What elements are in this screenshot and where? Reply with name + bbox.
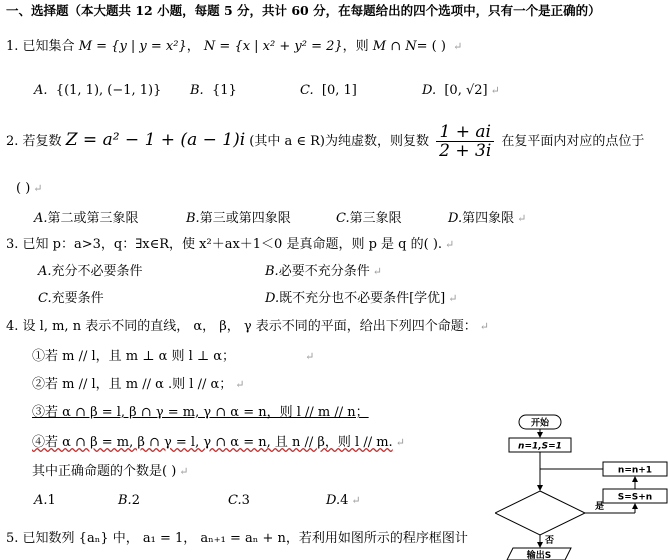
q1-option-a[interactable]: A. {(1, 1), (−1, 1)}	[34, 83, 162, 98]
q2-option-d[interactable]: D.第四象限 ↵	[448, 211, 527, 226]
section-title: 一、选择题（本大题共 12 小题，每题 5 分，共计 60 分，在每题给出的四个选项中，只有一个是正确的）	[6, 3, 601, 18]
q4-proposition-3: ③若 α ∩ β = l, β ∩ γ = m, γ ∩ α = n，则 l // m // n；	[32, 405, 369, 420]
q4-option-c[interactable]: C.3	[228, 493, 250, 508]
question-number: 5.	[6, 531, 19, 546]
question-5: 5. 已知数列 {aₙ} 中， a₁ = 1， aₙ₊₁ = aₙ + n，若利用如图所示的程序框图计	[6, 531, 468, 546]
flowchart-no-label: 否	[545, 536, 555, 546]
q1-option-c[interactable]: C. [0, 1]	[300, 83, 357, 98]
complex-fraction: $\frac{1 + ai}{2 + 3i}$	[436, 123, 494, 160]
q4-option-d[interactable]: D.4 ↵	[326, 493, 361, 508]
q3-option-d[interactable]: D.既不充分也不必要条件[学优] ↵	[265, 291, 458, 306]
set-n: N = {x | x² + y² = 2}	[203, 39, 343, 54]
program-flowchart	[495, 412, 670, 560]
q2-bracket: ( ) ↵	[16, 181, 43, 196]
q1-option-b[interactable]: B. {1}	[190, 83, 237, 98]
flowchart-increment-label: n=n+1	[617, 465, 653, 476]
q4-option-b[interactable]: B.2	[118, 493, 140, 508]
q4-proposition-1: ①若 m // l，且 m ⊥ α 则 l ⊥ α； ↵	[32, 349, 315, 364]
question-3: 3. 已知 p：a>3，q：∃x∈R，使 x²＋ax＋1＜0 是真命题，则 p 是 q 的( ). ↵	[6, 237, 455, 252]
flowchart-output-label: 输出S	[526, 551, 552, 560]
question-number: 4.	[6, 319, 19, 334]
q4-proposition-2: ②若 m // l，且 m // α .则 l // α； ↵	[32, 377, 245, 392]
q3-option-b[interactable]: B.必要不充分条件 ↵	[265, 264, 382, 279]
flowchart-init-label: n=1,S=1	[518, 441, 562, 452]
q1-option-d[interactable]: D. [0, √2] ↵	[422, 83, 500, 98]
q3-option-a[interactable]: A.充分不必要条件	[38, 264, 143, 279]
q2-option-c[interactable]: C.第三象限	[336, 211, 402, 226]
set-m: M = {y | y = x²}	[78, 39, 187, 54]
complex-z: Z = a² − 1 + (a − 1)i	[65, 130, 246, 150]
q2-option-b[interactable]: B.第三或第四象限	[186, 211, 291, 226]
q4-proposition-4: ④若 α ∩ β = m, β ∩ γ = l, γ ∩ α = n, 且 n // β，则 l // m. ↵	[32, 435, 405, 450]
return-mark-icon: ↵	[453, 40, 463, 53]
question-4: 4. 设 l, m, n 表示不同的直线， α， β， γ 表示不同的平面，给出下列四个命题： ↵	[6, 319, 490, 334]
q2-option-a[interactable]: A.第二或第三象限	[34, 211, 139, 226]
question-number: 1.	[6, 39, 19, 54]
flowchart-decision	[495, 491, 585, 535]
flowchart-start-label: 开始	[530, 418, 550, 429]
q3-option-c[interactable]: C.充要条件	[38, 291, 104, 306]
flowchart-yes-label: 是	[595, 502, 605, 512]
question-1: 1. 已知集合 M = {y | y = x²}， N = {x | x² + y² = 2}，则 M ∩ N= ( ) ↵	[6, 39, 463, 54]
question-number: 3.	[6, 237, 19, 252]
question-number: 2.	[6, 134, 19, 149]
q4-option-a[interactable]: A.1	[34, 493, 56, 508]
question-2: 2. 若复数 Z = a² − 1 + (a − 1)i (其中 a ∈ R)为纯虚数，则复数 $\frac{1 + ai}{2 + 3i}$ 在复平面内对应的点位于	[6, 122, 645, 161]
q4-question: 其中正确命题的个数是( ) ↵	[32, 464, 189, 479]
flowchart-accumulate-label: S=S+n	[617, 492, 653, 503]
